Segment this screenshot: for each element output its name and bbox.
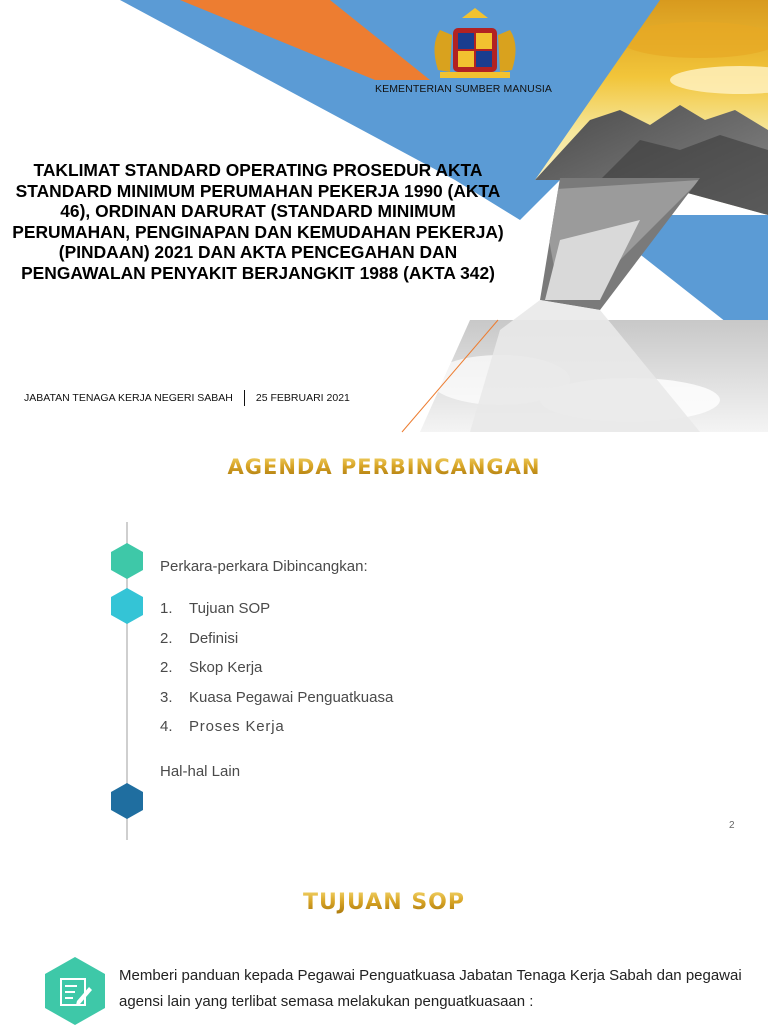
agenda-intro: Perkara-perkara Dibincangkan:: [160, 558, 368, 575]
footer-divider: [244, 390, 245, 406]
list-item: 1. Tujuan SOP: [160, 600, 271, 617]
list-item: 3. Kuasa Pegawai Penguatkuasa: [160, 688, 394, 706]
agenda-heading: AGENDA PERBINCANGAN: [0, 455, 768, 479]
title-footer: [24, 390, 350, 406]
department-name: JABATAN TENAGA KERJA NEGERI SABAH: [24, 392, 233, 404]
list-item: 2. Definisi: [160, 629, 239, 647]
presentation-title: TAKLIMAT STANDARD OPERATING PROSEDUR AKTA STANDARD MINIMUM PERUMAHAN PEKERJA 1990 (AKTA 46), ORDINAN DARURAT (STANDARD MINIMUM PERUMAHAN, PENGINAPAN DAN KEMUDAHAN PEKERJA)(PINDAAN) 2021 DAN AKTA PENCEGAHAN DAN PENGAWALAN PENYAKIT BERJANGKIT 1988 (AKTA 342): [12, 160, 504, 283]
list-item: 2. Skop Kerja: [160, 659, 263, 676]
ministry-name: KEMENTERIAN SUMBER MANUSIA: [375, 83, 553, 95]
purpose-heading: TUJUAN SOP: [0, 890, 768, 915]
hexagon-teal-icon: [111, 543, 143, 579]
list-item: 4. Proses Kerja: [160, 718, 285, 735]
agenda-slide: [0, 440, 768, 850]
hexagon-navy-icon: [111, 783, 143, 819]
presentation-date: 25 FEBRUARI 2021: [255, 392, 350, 404]
title-slide: [0, 0, 768, 440]
agenda-other-matters: Hal-hal Lain: [160, 763, 241, 780]
hexagon-cyan-icon: [111, 588, 143, 624]
purpose-slide: [0, 850, 768, 1024]
page-number: 2: [729, 820, 735, 831]
agenda-list: [160, 600, 393, 748]
purpose-text: Memberi panduan kepada Pegawai Penguatkuasa Jabatan Tenaga Kerja Sabah dan pegawai agensi lain yang terlibat semasa melakukan penguatkuasaan :: [119, 967, 742, 1010]
document-edit-icon: [41, 957, 109, 1025]
